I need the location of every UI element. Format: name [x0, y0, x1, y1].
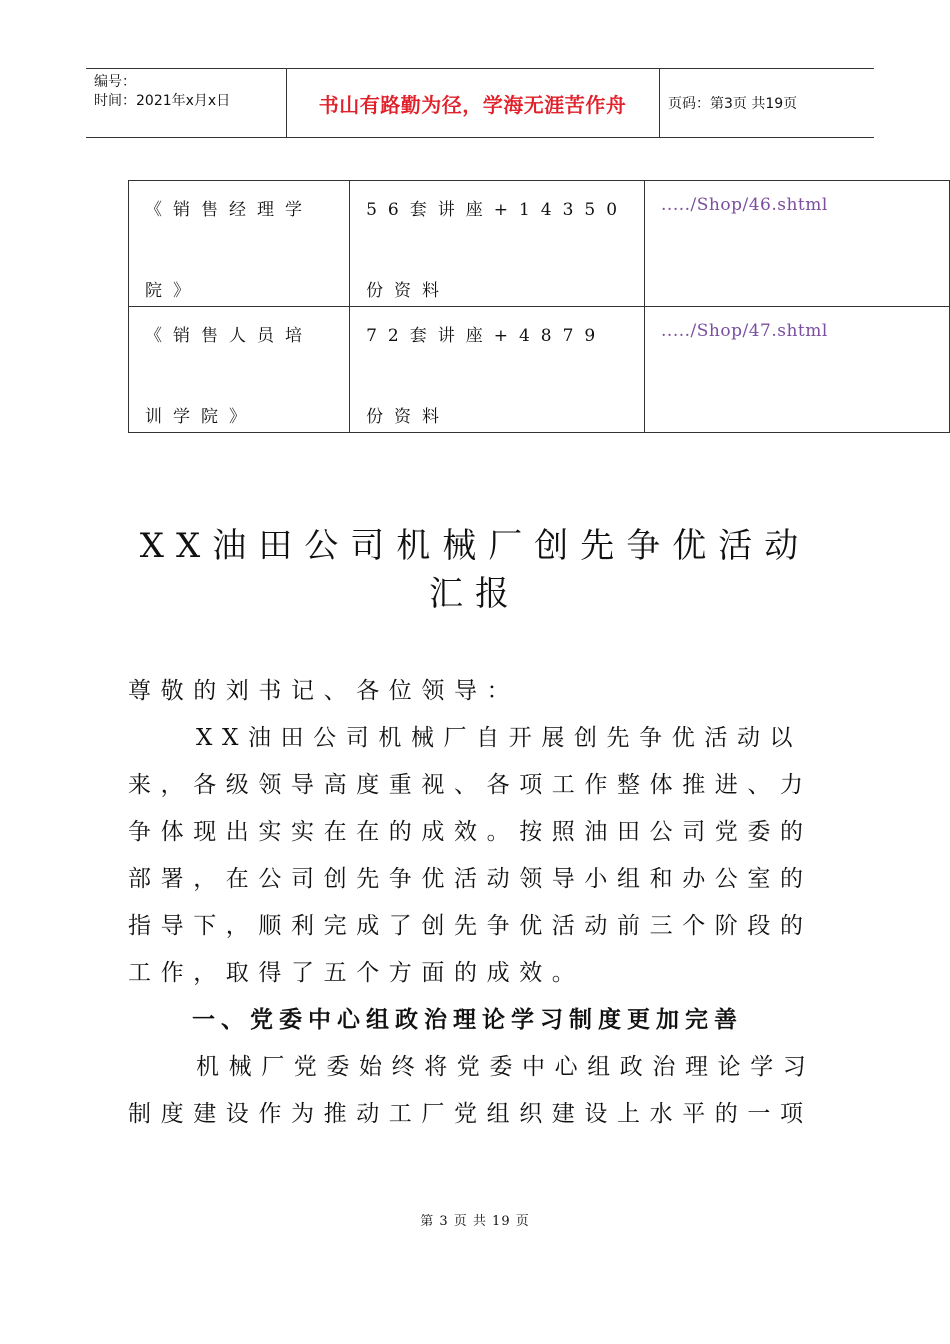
- header-page-label: 页码：第3页 共19页: [668, 96, 798, 112]
- document-title: [110, 522, 840, 618]
- table-cell-count: [350, 307, 645, 433]
- resource-table: [128, 180, 950, 433]
- page-header: [86, 68, 874, 138]
- serial-label: 编号：: [94, 74, 136, 90]
- table-row: [129, 181, 950, 307]
- cell-text: 训学院》: [145, 407, 257, 427]
- table-cell-count: [350, 181, 645, 307]
- table-cell-link: [645, 307, 950, 433]
- cell-text: 72套讲座+4879: [366, 326, 607, 346]
- header-divider: [659, 69, 660, 137]
- title-line: 汇报: [429, 574, 521, 614]
- table-row: [129, 307, 950, 433]
- section-heading: 一、党委中心组政治理论学习制度更加完善: [192, 1007, 743, 1033]
- table-cell-name: [129, 181, 350, 307]
- page-footer: 第 3 页 共 19 页: [420, 1214, 530, 1229]
- table-cell-name: [129, 307, 350, 433]
- header-meta: [94, 73, 284, 111]
- cell-text: 院》: [145, 281, 201, 301]
- header-motto: 书山有路勤为径，学海无涯苦作舟: [318, 92, 627, 117]
- cell-text: 《销售人员培: [145, 326, 313, 346]
- time-label: 时间：2021年x月x日: [94, 93, 231, 109]
- cell-text: 56套讲座+14350: [366, 200, 629, 220]
- resource-link[interactable]: ...../Shop/46.shtml: [661, 195, 828, 215]
- paragraph: XX油田公司机械厂自开展创先争优活动以来，各级领导高度重视、各项工作整体推进、力争体现出实实在在的成效。按照油田公司党委的部署，在公司创先争优活动领导小组和办公室的指导下，顺利完成了创先争优活动前三个阶段的工作，取得了五个方面的成效。: [128, 725, 813, 986]
- cell-text: 份资料: [366, 281, 451, 301]
- document-body: [128, 668, 828, 1138]
- paragraph: 机械厂党委始终将党委中心组政治理论学习制度建设作为推动工厂党组织建设上水平的一项: [128, 1054, 816, 1127]
- table-cell-link: [645, 181, 950, 307]
- title-line: XX油田公司机械厂创先争优活动: [139, 526, 811, 566]
- resource-link[interactable]: ...../Shop/47.shtml: [661, 321, 828, 341]
- cell-text: 《销售经理学: [145, 200, 313, 220]
- cell-text: 份资料: [366, 407, 451, 427]
- salutation: 尊敬的刘书记、各位领导：: [128, 678, 520, 704]
